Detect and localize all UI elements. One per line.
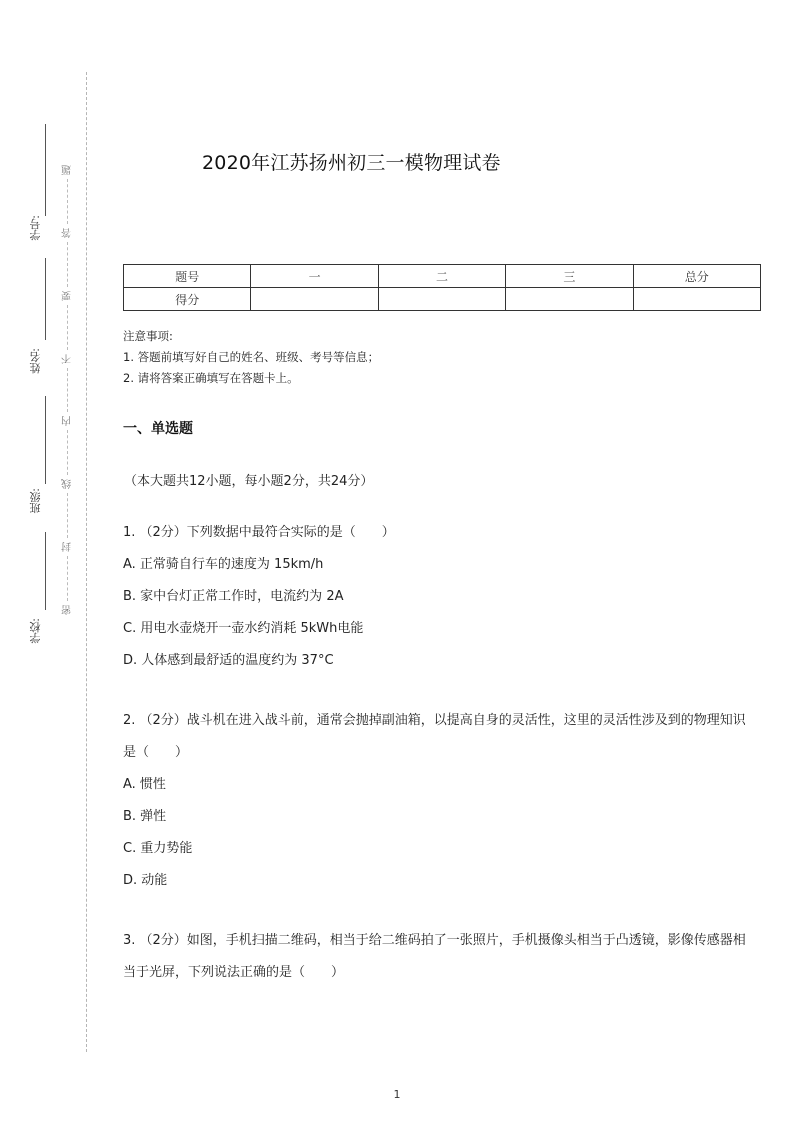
name-line: [45, 258, 46, 340]
binding-margin: [0, 0, 100, 1122]
seal-char: 密: [62, 605, 74, 615]
option-b[interactable]: B. 弹性: [123, 809, 167, 824]
question-2: [123, 705, 751, 897]
score-header-cell: 题号: [124, 265, 251, 288]
option-b[interactable]: B. 家中台灯正常工作时，电流约为 2A: [123, 589, 344, 604]
section-info: （本大题共12小题，每小题2分，共24分）: [124, 474, 374, 489]
score-table: [123, 264, 761, 311]
seal-char: 封: [62, 542, 74, 553]
student-id-line: [45, 124, 46, 216]
score-row-label: 得分: [124, 288, 251, 311]
option-a[interactable]: A. 惯性: [123, 777, 166, 792]
name-label: 姓名:: [29, 348, 42, 374]
notice-heading: 注意事项:: [123, 329, 173, 343]
seal-char: 不: [62, 353, 74, 364]
score-header-cell: 三: [506, 265, 633, 288]
notice-item: 2. 请将答案正确填写在答题卡上。: [123, 371, 299, 385]
option-d[interactable]: D. 人体感到最舒适的温度约为 37°C: [123, 653, 334, 668]
class-line: [45, 396, 46, 484]
score-table-score-row: [124, 288, 761, 311]
seal-char: 线: [62, 479, 74, 490]
section-title: 一、单选题: [123, 421, 193, 437]
question-3: [123, 925, 751, 989]
school-label: 学校:: [29, 618, 42, 644]
option-a[interactable]: A. 正常骑自行车的速度为 15km/h: [123, 557, 324, 572]
score-header-cell: 总分: [633, 265, 760, 288]
question-stem: 1. （2分）下列数据中最符合实际的是（ ）: [123, 525, 395, 540]
page-title: 2020年江苏扬州初三一模物理试卷: [202, 152, 501, 174]
score-header-cell: 二: [378, 265, 505, 288]
seal-char: 要: [62, 290, 74, 301]
question-1: [123, 517, 763, 677]
question-stem: 3. （2分）如图，手机扫描二维码，相当于给二维码拍了一张照片，手机摄像头相当于凸透镜，影像传感器相当于光屏，下列说法正确的是（ ）: [123, 933, 746, 980]
question-stem: 2. （2分）战斗机在进入战斗前，通常会抛掉副油箱，以提高自身的灵活性，这里的灵活性涉及到的物理知识是（ ）: [123, 713, 746, 760]
notice-item: 1. 答题前填写好自己的姓名、班级、考号等信息；: [123, 350, 380, 364]
seal-char: 内: [62, 416, 74, 427]
seal-line-text: [60, 165, 76, 615]
score-input-cell[interactable]: [251, 288, 378, 311]
option-c[interactable]: C. 重力势能: [123, 841, 193, 856]
option-d[interactable]: D. 动能: [123, 873, 168, 888]
score-table-header-row: [124, 265, 761, 288]
notice-block: [123, 326, 763, 389]
student-id-label: 学号:: [29, 215, 42, 241]
score-input-cell[interactable]: [506, 288, 633, 311]
binding-dashed-line: [86, 72, 87, 1052]
class-label: 班级:: [29, 488, 42, 514]
score-input-cell[interactable]: [633, 288, 760, 311]
option-c[interactable]: C. 用电水壶烧开一壶水约消耗 5kWh电能: [123, 621, 364, 636]
score-input-cell[interactable]: [378, 288, 505, 311]
seal-char: 题: [62, 164, 74, 175]
school-line: [45, 532, 46, 610]
page-number: 1: [393, 1088, 401, 1101]
score-header-cell: 一: [251, 265, 378, 288]
seal-char: 答: [62, 227, 74, 238]
